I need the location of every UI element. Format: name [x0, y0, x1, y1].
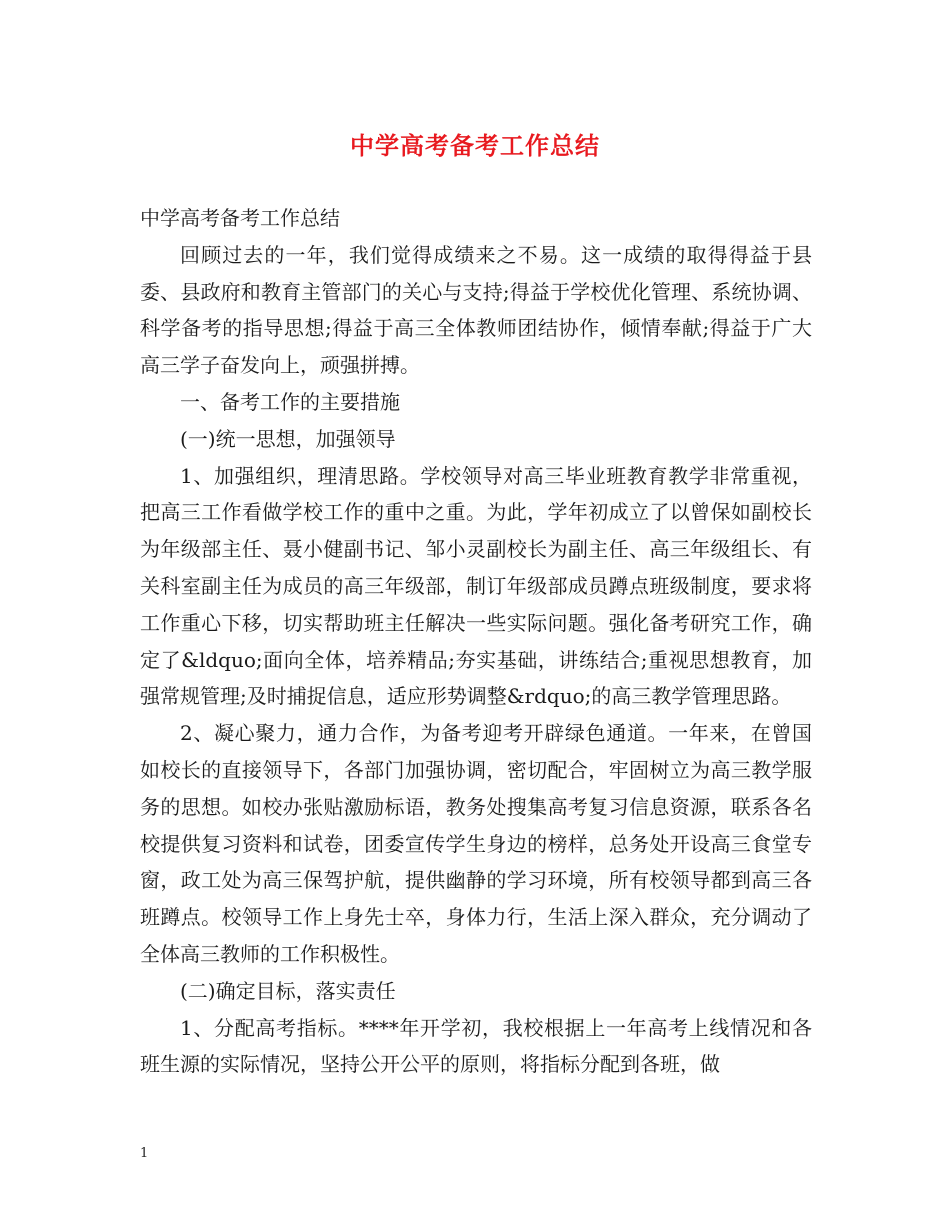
- subsection-heading: (一)统一思想，加强领导: [180, 426, 396, 451]
- section-heading: 一、备考工作的主要措施: [180, 389, 400, 414]
- paragraph: 中学高考备考工作总结: [140, 206, 340, 230]
- page-number: 1: [140, 1146, 149, 1161]
- subsection-heading: (二)确定目标，落实责任: [180, 978, 396, 1003]
- document-body: [140, 200, 812, 1083]
- paragraph: 1、加强组织，理清思路。学校领导对高三毕业班教育教学非常重视，把高三工作看做学校工作的重中之重。为此，学年初成立了以曾保如副校长为年级部主任、聂小健副书记、邹小灵副校长为副主任、高三年级组长、有关科室副主任为成员的高三年级部，制订年级部成员蹲点班级制度，要求将工作重心下移，切实帮助班主任解决一些实际问题。强化备考研究工作，确定了&ldquo;面向全体，培养精品;夯实基础，讲练结合;重视思想教育，加强常规管理;及时捕捉信息，适应形势调整&rdquo;的高三教学管理思路。: [140, 463, 812, 709]
- paragraph: 1、分配高考指标。****年开学初，我校根据上一年高考上线情况和各班生源的实际情况，坚持公开公平的原则，将指标分配到各班，做: [140, 1015, 812, 1077]
- paragraph: 2、凝心聚力，通力合作，为备考迎考开辟绿色通道。一年来，在曾国如校长的直接领导下，各部门加强协调，密切配合，牢固树立为高三教学服务的思想。如校办张贴激励标语，教务处搜集高考复习信息资源，联系各名校提供复习资料和试卷，团委宣传学生身边的榜样，总务处开设高三食堂专窗，政工处为高三保驾护航，提供幽静的学习环境，所有校领导都到高三各班蹲点。校领导工作上身先士卒，身体力行，生活上深入群众，充分调动了全体高三教师的工作积极性。: [140, 721, 812, 966]
- paragraph: 回顾过去的一年，我们觉得成绩来之不易。这一成绩的取得得益于县委、县政府和教育主管部门的关心与支持;得益于学校优化管理、系统协调、科学备考的指导思想;得益于高三全体教师团结协作，倾情奉献;得益于广大高三学子奋发向上，顽强拼搏。: [140, 242, 812, 378]
- document-title: 中学高考备考工作总结: [350, 131, 600, 160]
